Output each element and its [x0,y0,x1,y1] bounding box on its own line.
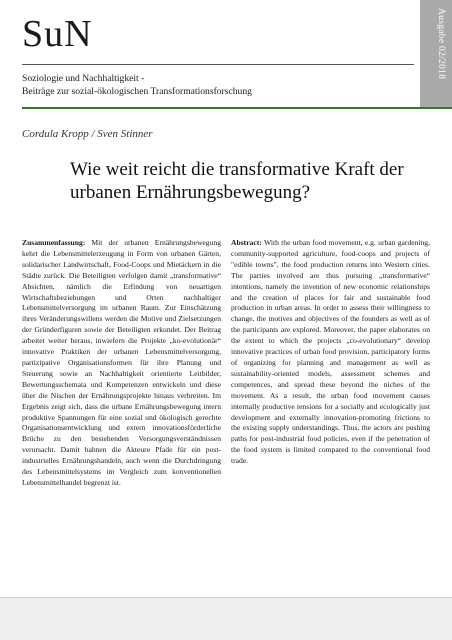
zusammenfassung-text: Mit der urbanen Ernährungsbewegung kehrt die Lebensmittelerzeugung in Form von urbanen Gärten, solidarischer Landwirtschaft, Food-Coops und Mietäckern in die Städte zurück. Die Beteiligten verfolgen damit „transformative“ Absichten, nämlich die Erfindung von neuartigen Wirtschaftsbeziehungen und Orten nachhaltiger Lebensmittelversorgung im urbanen Raum. Zur Einschätzung ihres Veränderungswillens werden die Motive und Zielsetzungen der Gründerfiguren sowie der Beteiligten erkundet. Der Beitrag arbeitet weiter heraus, inwiefern die Projekte „ko-evolutionär“ innovative Praktiken der urbanen Lebensmittelversorgung, partizipative Organisationsformen für ihre Planung und Steuerung sowie an Nachhaltigkeit orientierte Leitbilder, Bewertungsschemata und Kompetenzen entwickeln und diese über die Nischen der Ernährungsprojekte hinaus verbreiten. Im Ergebnis zeigt sich, dass die urbane Ernährungsbewegung intern produktive Spannungen für eine sozial und ökologisch gerechte Organisationsentwicklung und extern innovationsförderliche Brüche zu den bestehenden Versorgungsverständnissen verursacht. Damit bahnen die Akteure Pfade für ein post-industrielles Ernährungshandeln, auch wenn die Durchdringung des Lebensmittelsystems im Vergleich zum konventionellen Lebensmittelhandel begrenzt ist. [22,238,221,487]
abstract-label: Abstract: [231,238,262,247]
article-authors: Cordula Kropp / Sven Stinner [22,128,153,140]
footer-divider [0,597,452,598]
zusammenfassung-column [22,238,221,489]
journal-name-line-1: Soziologie und Nachhaltigkeit - [22,73,145,84]
logo-divider [22,64,414,65]
journal-name [22,72,252,98]
journal-name-line-2: Beiträge zur sozial-ökologischen Transformationsforschung [22,86,252,97]
zusammenfassung-label: Zusammenfassung: [22,238,86,247]
journal-logo: SuN [22,13,93,55]
article-title: Wie weit reicht die transformative Kraft der urbanen Ernährungsbewegung? [70,159,404,203]
abstract-column [231,238,430,467]
page-footer-band [0,597,452,640]
abstract-text: With the urban food movement, e.g. urban gardening, community-supported agriculture, food-coops and projects of "edible towns", the food production returns into Western cities. The parties involved are thus pursuing „transformative“ intentions, namely the invention of new economic relationships and the creation of places for fair and sustainable food production in urban areas. In order to assess their willingness to change, the motives and objectives of the founders as well as of the participants are explored. Moreover, the paper elaborates on the extent to which the projects „co-evolutionary“ develop innovative practices of urban food provision, participatory forms of organizing for planning and management as well as sustainability-oriented models, assessment schemes and competences, and spread these beyond the niches of the movement. As a result, the urban food movement causes internally productive tensions for a socially and ecologically just development and externally innovation-promoting frictions to the existing supply understandings. Thus, the actors are pushing paths for post-industrial food policies, even if the penetration of the food system is limited compared to the conventional food trade. [231,238,431,466]
issue-label: Ausgabe 02/2018 [436,8,446,80]
journal-header [0,0,420,107]
sidebar-accent-rule [420,107,452,109]
header-accent-rule [22,107,420,109]
